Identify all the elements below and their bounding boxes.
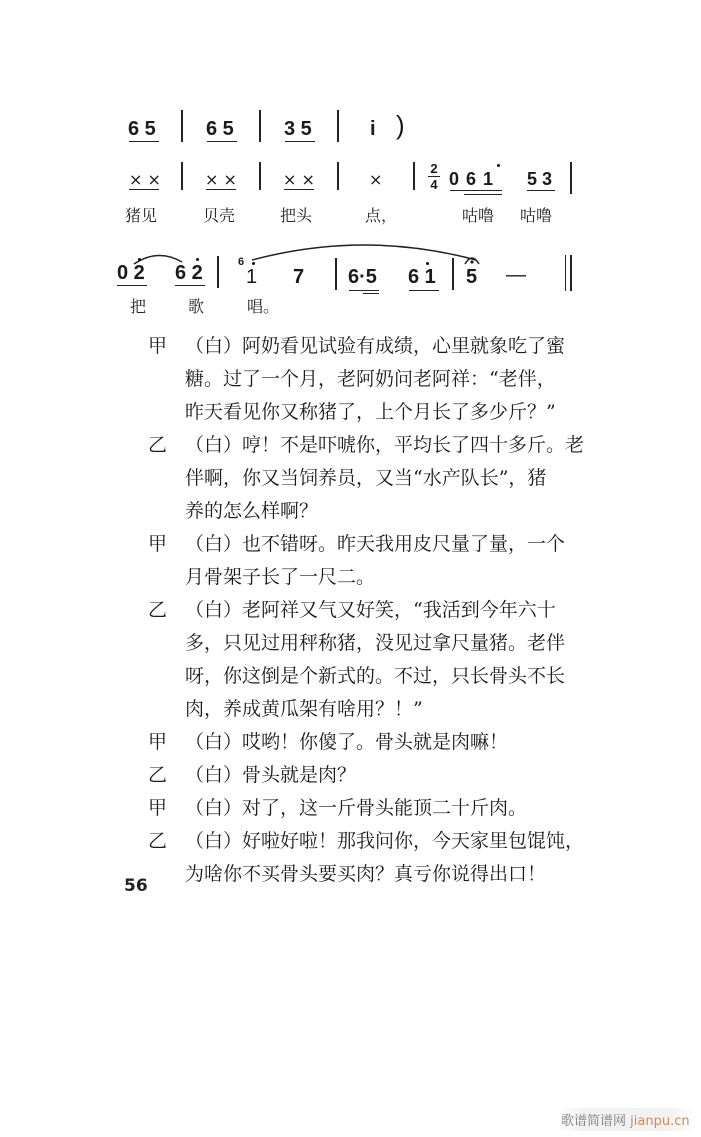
note-group: 0 6 1 — [449, 169, 495, 189]
dialogue-line: 呀，你这倒是个新式的。不过，只长骨头不长 — [185, 665, 566, 687]
lyric: 猪见 — [125, 206, 158, 225]
watermark-text: 歌谱简谱网 — [561, 1114, 627, 1129]
barline — [335, 258, 337, 290]
barline — [217, 256, 219, 288]
lyric: 歌 — [188, 297, 205, 316]
dialogue-line: （白）老阿祥又气又好笑，“我活到今年六十 — [185, 599, 556, 621]
note-group: 5 3 — [527, 169, 553, 189]
dialogue-line: （白）也不错呀。昨天我用皮尺量了量，一个 — [185, 533, 566, 555]
underline — [285, 141, 315, 142]
dialogue-entry — [148, 759, 618, 792]
dialogue-line: （白）哼！不是吓唬你，平均长了四十多斤。老 — [185, 434, 585, 456]
final-barline-thin — [565, 255, 566, 291]
barline — [259, 110, 261, 142]
dialogue-entry — [148, 528, 618, 594]
underline-double — [464, 194, 502, 195]
barline — [337, 162, 339, 190]
note-group: 6 5 — [206, 118, 234, 140]
note-group: 6 2 — [175, 262, 203, 284]
note: 5 — [466, 266, 478, 288]
dialogue-line: （白）好啦好啦！那我问你，今天家里包馄饨， — [185, 830, 585, 852]
barline — [452, 258, 454, 290]
speaker-label: 乙 — [148, 599, 168, 621]
slur — [250, 238, 480, 264]
dialogue-line: （白）阿奶看见试验有成绩，心里就象吃了蜜 — [185, 335, 566, 357]
speaker-label: 甲 — [148, 797, 168, 819]
lyric: 唱。 — [247, 297, 280, 316]
dialogue-line: 糖。过了一个月，老阿奶问老阿祥：“老伴， — [185, 368, 556, 390]
dialogue-entry — [148, 594, 618, 726]
fermata-icon — [463, 252, 481, 266]
dash-extension: — — [506, 264, 526, 286]
octave-dot — [497, 164, 500, 167]
dialogue-entry — [148, 429, 618, 528]
dialogue-line: 多，只见过用秤称猪，没见过拿尺量猪。老伴 — [185, 632, 566, 654]
underline — [206, 189, 236, 190]
note-group: 3 5 — [284, 118, 312, 140]
underline — [409, 290, 439, 291]
barline — [181, 162, 183, 190]
lyric: 把 — [130, 297, 147, 316]
rhythm-mark: × × — [205, 170, 237, 189]
final-barline-thick — [570, 255, 572, 291]
octave-dot — [138, 258, 141, 261]
dialogue-line: 伴啊，你又当饲养员，又当“水产队长”，猪 — [185, 467, 547, 489]
dialogue-line: 肉，养成黄瓜架有啥用？！” — [185, 698, 423, 720]
dialogue-line: 养的怎么样啊？ — [185, 500, 319, 522]
barline — [259, 162, 261, 190]
speaker-label: 乙 — [148, 764, 168, 786]
barline — [413, 162, 415, 190]
note: 1 — [246, 266, 258, 288]
dialogue-line: 昨天看见你又称猪了，上个月长了多少斤？” — [185, 401, 556, 423]
barline — [570, 162, 572, 194]
underline — [349, 290, 379, 291]
underline — [284, 189, 314, 190]
speaker-label: 乙 — [148, 830, 168, 852]
dialogue-line: 月骨架子长了一尺二。 — [185, 566, 376, 588]
barline — [337, 110, 339, 142]
lyric: 把头 — [280, 206, 313, 225]
octave-dot — [426, 262, 429, 265]
watermark-domain: jianpu.cn — [630, 1114, 690, 1129]
speaker-label: 乙 — [148, 434, 168, 456]
dialogue-entry — [148, 330, 618, 429]
dialogue-entry — [148, 726, 618, 759]
page-number: 56 — [124, 876, 148, 896]
dialogue-entry — [148, 792, 618, 825]
lyric: 点， — [365, 206, 398, 225]
speaker-label: 甲 — [148, 731, 168, 753]
note-group: 6 1 — [408, 266, 436, 288]
rhythm-mark: × × — [129, 170, 161, 189]
lyric: 贝壳 — [203, 206, 236, 225]
lyric: 咕噜 — [462, 206, 495, 225]
dialogue-block — [148, 330, 618, 891]
underline-double — [363, 293, 379, 294]
dialogue-line: （白）哎哟！你傻了。骨头就是肉嘛！ — [185, 731, 509, 753]
speaker-label: 甲 — [148, 533, 168, 555]
note: 7 — [293, 266, 305, 288]
barline — [181, 110, 183, 142]
rhythm-mark: × × — [283, 170, 315, 189]
time-signature: 2 4 — [428, 162, 440, 191]
underline — [129, 189, 159, 190]
octave-dot — [252, 262, 255, 265]
rhythm-mark: × — [369, 170, 383, 189]
dialogue-entry — [148, 825, 618, 891]
underline — [117, 285, 147, 286]
grace-note: 6 — [238, 256, 245, 268]
underline — [450, 190, 502, 191]
closing-paren: ) — [396, 110, 405, 140]
watermark — [555, 1108, 696, 1131]
note-group: 0 2 — [117, 262, 145, 284]
underline — [129, 141, 159, 142]
dialogue-line: （白）骨头就是肉？ — [185, 764, 357, 786]
underline — [527, 190, 555, 191]
note-group: 6·5 — [348, 266, 377, 288]
note-group: 6 5 — [128, 118, 156, 140]
underline — [175, 285, 205, 286]
octave-dot — [196, 258, 199, 261]
speaker-label: 甲 — [148, 335, 168, 357]
underline — [207, 141, 237, 142]
dialogue-line: （白）对了，这一斤骨头能顶二十斤肉。 — [185, 797, 528, 819]
note-high: i — [370, 118, 376, 140]
lyric: 咕噜 — [520, 206, 553, 225]
dialogue-line: 为啥你不买骨头要买肉？真亏你说得出口！ — [185, 863, 547, 885]
